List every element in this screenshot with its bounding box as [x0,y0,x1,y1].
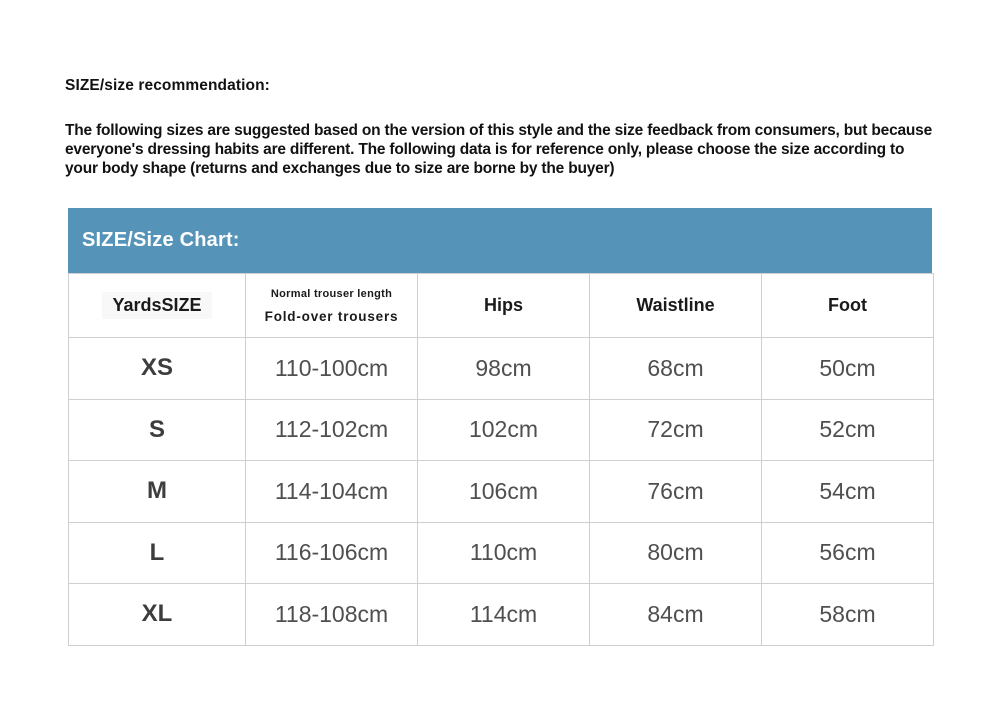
size-chart-title: SIZE/Size Chart: [82,229,240,251]
column-header-trouser-length [246,274,418,338]
column-header-hips: Hips [418,274,590,338]
cell-foot: 56cm [762,522,934,584]
cell-length: 110-100cm [246,338,418,400]
cell-size: XL [69,584,246,646]
table-row [69,584,934,646]
column-header-trouser-line2: Fold-over trousers [264,308,399,324]
size-recommendation-heading: SIZE/size recommendation: [65,77,270,94]
cell-hips: 102cm [418,399,590,461]
cell-waistline: 72cm [590,399,762,461]
cell-waistline: 84cm [590,584,762,646]
cell-hips: 110cm [418,522,590,584]
size-chart-header-bar [68,208,932,273]
table-row [69,461,934,523]
table-row [69,399,934,461]
cell-hips: 106cm [418,461,590,523]
cell-size: M [69,461,246,523]
cell-size: XS [69,338,246,400]
cell-length: 116-106cm [246,522,418,584]
column-header-size [69,274,246,338]
cell-waistline: 68cm [590,338,762,400]
size-chart-table [68,273,934,646]
column-header-foot: Foot [762,274,934,338]
cell-hips: 98cm [418,338,590,400]
cell-foot: 50cm [762,338,934,400]
cell-hips: 114cm [418,584,590,646]
cell-size: L [69,522,246,584]
cell-length: 118-108cm [246,584,418,646]
table-header-row [69,274,934,338]
cell-length: 112-102cm [246,399,418,461]
cell-waistline: 76cm [590,461,762,523]
cell-waistline: 80cm [590,522,762,584]
cell-size: S [69,399,246,461]
cell-foot: 52cm [762,399,934,461]
cell-foot: 58cm [762,584,934,646]
cell-length: 114-104cm [246,461,418,523]
table-row [69,522,934,584]
cell-foot: 54cm [762,461,934,523]
size-disclaimer-text: The following sizes are suggested based on the version of this style and the size feedback from consumers, but because everyone's dressing habits are different. The following data is for reference only, please choose the size according to your body shape (returns and exchanges due to size are borne by the buyer) [65,122,933,177]
table-row [69,338,934,400]
column-header-trouser-line1: Normal trouser length [270,287,393,300]
column-header-waistline: Waistline [590,274,762,338]
column-header-size-label: YardsSIZE [102,292,211,319]
